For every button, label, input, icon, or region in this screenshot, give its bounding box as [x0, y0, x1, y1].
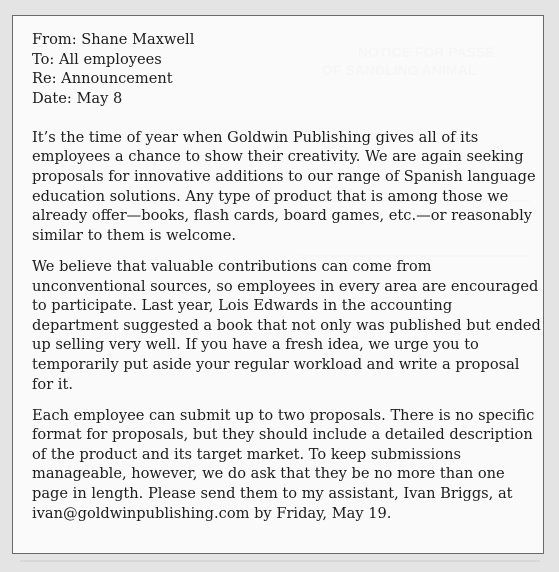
paragraph-line: up selling very well. If you have a fresh idea, we urge you to: [32, 336, 479, 354]
memo-paragraph: [32, 128, 537, 246]
paragraph-line: It’s the time of year when Goldwin Publishing gives all of its: [32, 128, 479, 146]
paragraph-line: of the product and its target market. To keep submissions: [32, 445, 461, 463]
paragraph-line: to participate. Last year, Lois Edwards in the accounting: [32, 297, 453, 315]
paragraph-line: proposals for innovative additions to our range of Spanish language: [32, 168, 536, 186]
paragraph-line: We believe that valuable contributions can come from: [32, 257, 432, 275]
memo-from: From: Shane Maxwell: [32, 31, 195, 48]
paragraph-line: similar to them is welcome.: [32, 226, 236, 244]
memo-header: [32, 30, 537, 108]
paragraph-line: ivan@goldwinpublishing.com by Friday, May 19.: [32, 504, 392, 522]
paragraph-line: for it.: [32, 375, 73, 393]
bleed-through-rule: [20, 560, 540, 562]
memo-body: [32, 30, 541, 535]
paragraph-line: page in length. Please send them to my assistant, Ivan Briggs, at: [32, 484, 513, 502]
paragraph-line: Each employee can submit up to two proposals. There is no specific: [32, 406, 535, 424]
paragraph-line: employees a chance to show their creativity. We are again seeking: [32, 148, 524, 166]
memo-date: Date: May 8: [32, 89, 123, 107]
memo-to: To: All employees: [32, 50, 162, 68]
paragraph-line: format for proposals, but they should include a detailed description: [32, 426, 533, 444]
memo-paragraph: [32, 257, 541, 394]
paragraph-line: department suggested a book that not only was published but ended: [32, 316, 541, 334]
memo-paragraph: [32, 406, 537, 524]
paragraph-line: temporarily put aside your regular workload and write a proposal: [32, 355, 520, 373]
paragraph-line: unconventional sources, so employees in every area are encouraged: [32, 277, 539, 295]
paragraph-line: already offer—books, flash cards, board games, etc.—or reasonably: [32, 207, 533, 225]
memo-subject: Re: Announcement: [32, 70, 173, 88]
paragraph-line: manageable, however, we do ask that they be no more than one: [32, 465, 505, 483]
paragraph-line: education solutions. Any type of product that is among those we: [32, 187, 509, 205]
